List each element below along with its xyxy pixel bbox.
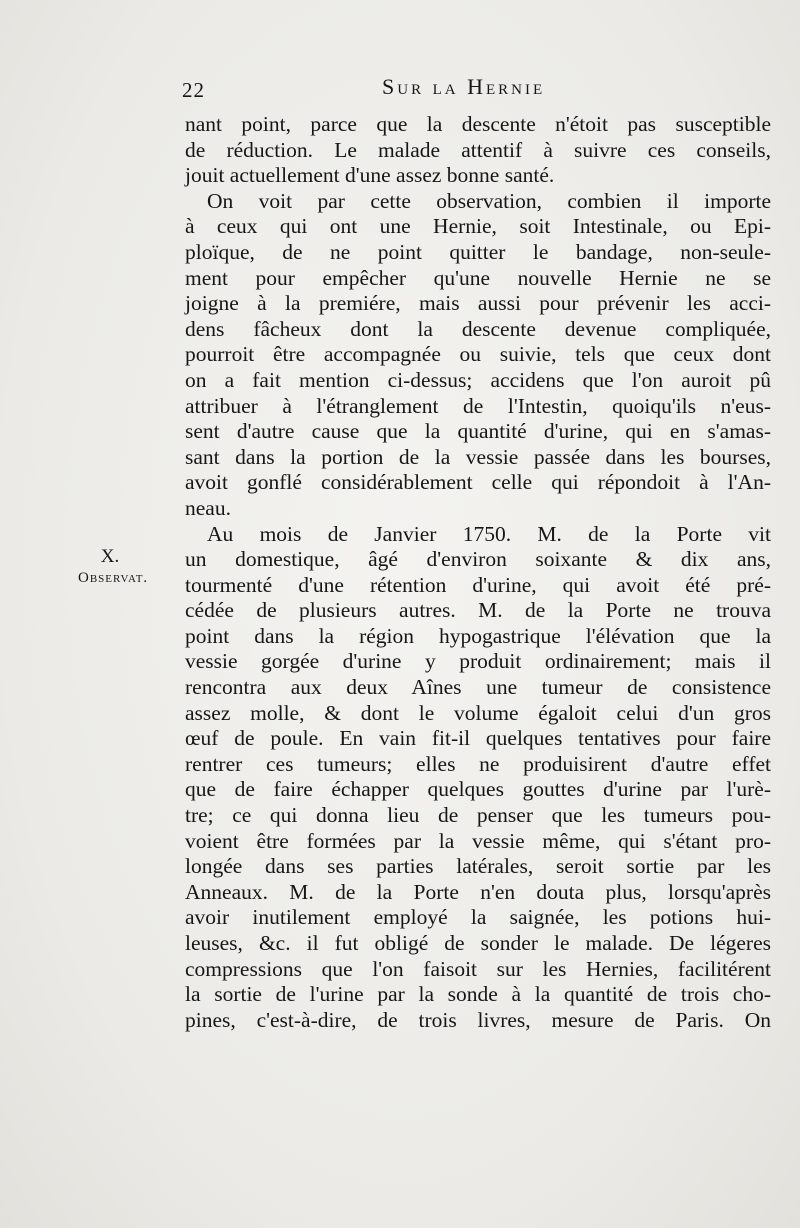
- page-header: [182, 74, 772, 108]
- text-line: tre; ce qui donna lieu de penser que les tumeurs pou-: [185, 803, 771, 828]
- text-line: que de faire échapper quelques gouttes d'urine par l'urè-: [185, 777, 771, 802]
- text-line: vessie gorgée d'urine y produit ordinairement; mais il: [185, 649, 771, 674]
- text-line: pourroit être accompagnée ou suivie, tels que ceux dont: [185, 342, 771, 367]
- text-line: On voit par cette observation, combien il importe: [207, 188, 771, 213]
- text-line: joigne à la premiére, mais aussi pour prévenir les acci-: [185, 291, 771, 316]
- text-line: point dans la région hypogastrique l'élévation que la: [185, 623, 771, 648]
- text-line: œuf de poule. En vain fit-il quelques tentatives pour faire: [185, 726, 771, 751]
- text-line: avoir inutilement employé la saignée, les potions hui-: [185, 905, 771, 930]
- text-line: ment pour empêcher qu'une nouvelle Hernie ne se: [185, 265, 771, 290]
- text-line: à ceux qui ont une Hernie, soit Intestinale, ou Epi-: [185, 214, 771, 239]
- text-line: la sortie de l'urine par la sonde à la quantité de trois cho-: [185, 982, 771, 1007]
- page-number: 22: [182, 78, 205, 102]
- text-line: Anneaux. M. de la Porte n'en douta plus, lorsqu'après: [185, 879, 771, 904]
- body-text: [185, 112, 771, 1033]
- text-line: voient être formées par la vessie même, qui s'étant pro-: [185, 828, 771, 853]
- text-line: pines, c'est-à-dire, de trois livres, mesure de Paris. On: [185, 1007, 771, 1032]
- text-line: cédée de plusieurs autres. M. de la Porte ne trouva: [185, 598, 771, 623]
- text-line: sent d'autre cause que la quantité d'urine, qui en s'amas-: [185, 419, 771, 444]
- text-line: on a fait mention ci-dessus; accidens que l'on auroit pû: [185, 367, 771, 392]
- text-line: neau.: [185, 495, 231, 520]
- text-line: attribuer à l'étranglement de l'Intestin, quoiqu'ils n'eus-: [185, 393, 771, 418]
- text-line: jouit actuellement d'une assez bonne santé.: [185, 163, 555, 188]
- text-line: rentrer ces tumeurs; elles ne produisirent d'autre effet: [185, 751, 771, 776]
- text-line: un domestique, âgé d'environ soixante & dix ans,: [185, 547, 771, 572]
- observation-number: X.: [100, 546, 120, 567]
- text-line: leuses, &c. il fut obligé de sonder le malade. De légeres: [185, 931, 771, 955]
- text-line: de réduction. Le malade attentif à suivre ces conseils,: [185, 137, 771, 162]
- text-line: Au mois de Janvier 1750. M. de la Porte vit: [207, 521, 771, 546]
- text-line: ploïque, de ne point quitter le bandage, non-seule-: [185, 239, 771, 264]
- text-line: nant point, parce que la descente n'étoit pas susceptible: [185, 112, 771, 136]
- running-title: Sur la Hernie: [382, 74, 546, 99]
- text-line: tourmenté d'une rétention d'urine, qui avoit été pré-: [185, 572, 771, 597]
- text-line: dens fâcheux dont la descente devenue compliquée,: [185, 316, 771, 341]
- observation-label: Observat.: [78, 570, 149, 586]
- text-line: longée dans ses parties latérales, seroit sortie par les: [185, 854, 771, 879]
- text-line: assez molle, & dont le volume égaloit celui d'un gros: [185, 700, 771, 725]
- text-line: rencontra aux deux Aînes une tumeur de consistence: [185, 675, 771, 700]
- text-line: compressions que l'on faisoit sur les Hernies, facilitérent: [185, 956, 771, 981]
- text-line: avoit gonflé considérablement celle qui répondoit à l'An-: [185, 470, 771, 495]
- text-line: sant dans la portion de la vessie passée dans les bourses,: [185, 444, 771, 469]
